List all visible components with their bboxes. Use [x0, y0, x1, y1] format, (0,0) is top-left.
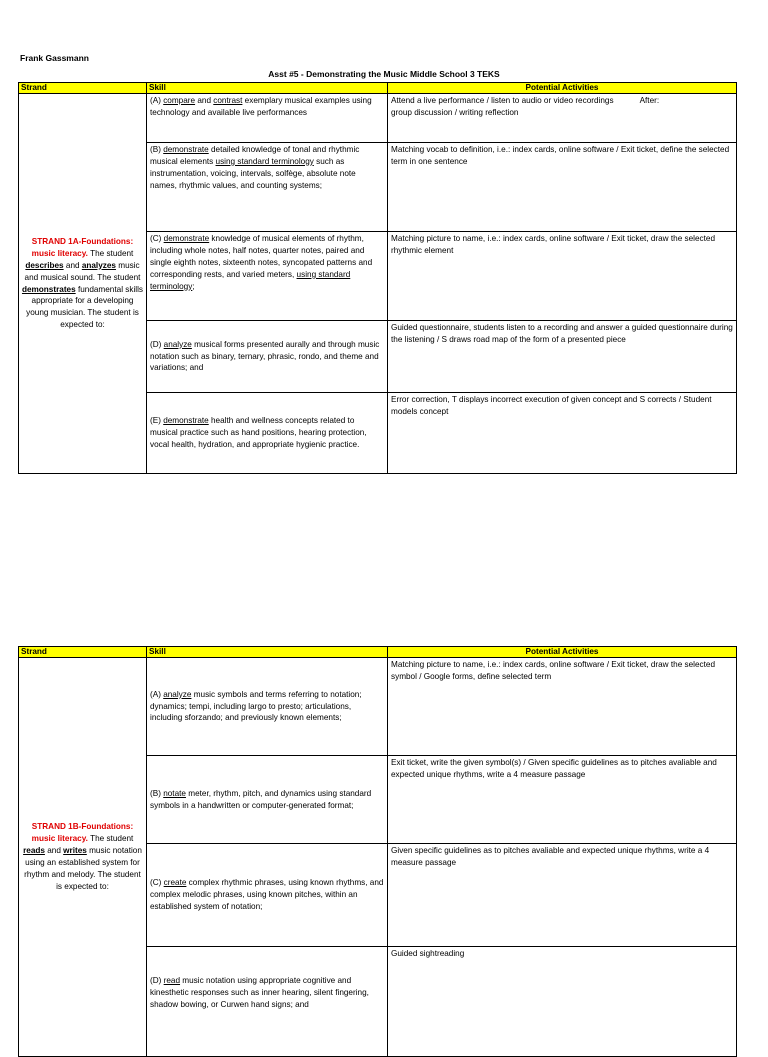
header-skill: Skill — [147, 647, 388, 658]
header-potential-activities: Potential Activities — [388, 647, 737, 658]
activity-cell: Exit ticket, write the given symbol(s) / Given specific guidelines as to pitches avaliable and expected unique rhythms, write a 4 measure passage — [388, 756, 737, 844]
author-name: Frank Gassmann — [20, 53, 89, 63]
strand-cell — [19, 94, 147, 474]
skill-text: detailed knowledge of tonal and rhythmic musical elements — [150, 145, 360, 166]
strand-name: STRAND 1B-Foundations: — [31, 822, 134, 832]
skill-text: meter, rhythm, pitch, and dynamics using standard symbols in a handwritten or computer-generated format; — [150, 788, 372, 810]
skill-cell — [147, 143, 388, 232]
strand-name-cont: music literacy. — [31, 248, 88, 258]
skill-verb: create — [163, 878, 187, 888]
skill-verb: using standard terminology — [215, 156, 314, 166]
strand-keyword: writes — [63, 846, 87, 856]
skill-verb: contrast — [213, 96, 243, 105]
activity-cell: Error correction, T displays incorrect execution of given concept and S corrects / Student models concept — [388, 393, 737, 474]
header-strand: Strand — [19, 83, 147, 94]
strand-text: and — [63, 260, 82, 270]
header-potential-activities: Potential Activities — [388, 83, 737, 94]
skill-verb: compare — [163, 96, 196, 105]
activity-cell: Given specific guidelines as to pitches avaliable and expected unique rhythms, write a 4 measure passage — [388, 844, 737, 947]
skill-cell — [147, 658, 388, 756]
skill-prefix: (D) — [150, 339, 164, 349]
header-skill: Skill — [147, 83, 388, 94]
skill-text: health and wellness concepts related to musical practice such as hand positions, hearing protection, vocal health, hydration, and appropriate hygienic practice. — [150, 416, 367, 449]
teks-table-strand-1b — [18, 646, 737, 1057]
skill-cell — [147, 232, 388, 321]
skill-text: knowledge of musical elements of rhythm, including whole notes, half notes, quarter notes, paired and single eighth notes, sixteenth notes, syncopated patterns and corresponding rests, and varied meters, — [150, 234, 373, 279]
activity-cell — [388, 94, 737, 143]
skill-cell — [147, 393, 388, 474]
strand-keyword: analyzes — [81, 260, 116, 270]
skill-cell — [147, 756, 388, 844]
strand-text: The student — [87, 834, 134, 844]
strand-text: fundamental skills appropriate for a developing young musician. The student is expected to: — [26, 284, 144, 330]
skill-verb: demonstrate — [163, 416, 209, 426]
skill-text: ; — [192, 281, 195, 291]
skill-verb: demonstrate — [163, 234, 210, 243]
strand-cell — [19, 658, 147, 1057]
strand-text: music and musical sound. The student — [24, 260, 141, 282]
strand-text: The student — [87, 248, 134, 258]
table-row — [19, 658, 737, 756]
skill-text: music notation using appropriate cognitive and kinesthetic responses such as inner hearing, silent fingering, shadow bowing, or Curwen hand signs; and — [150, 976, 369, 1009]
skill-text: and — [195, 96, 214, 105]
strand-name-cont: music literacy. — [31, 834, 88, 844]
skill-prefix: (C) — [150, 878, 164, 888]
skill-verb: notate — [163, 788, 186, 798]
skill-cell — [147, 94, 388, 143]
activity-text: Attend a live performance / listen to audio or video recordings — [391, 96, 614, 105]
activity-cell: Matching vocab to definition, i.e.: index cards, online software / Exit ticket, define the selected term in one sentence — [388, 143, 737, 232]
activity-cell: Guided questionnaire, students listen to a recording and answer a guided questionnaire during the listening / S draws road map of the form of a presented piece — [388, 321, 737, 393]
strand-text: music notation using an established system for rhythm and melody. The student is expected to: — [24, 846, 142, 891]
skill-prefix: (D) — [150, 976, 164, 985]
activity-cell: Matching picture to name, i.e.: index cards, online software / Exit ticket, draw the selected symbol / Google forms, define selected term — [388, 658, 737, 756]
activity-after-label: After: — [639, 96, 660, 105]
strand-text: and — [44, 846, 64, 856]
strand-keyword: describes — [25, 260, 64, 270]
skill-prefix: (E) — [150, 416, 164, 426]
skill-cell — [147, 321, 388, 393]
skill-prefix: (B) — [150, 145, 164, 154]
activity-text-cont: group discussion / writing reflection — [391, 107, 519, 117]
document-title: Asst #5 - Demonstrating the Music Middle School 3 TEKS — [268, 69, 500, 79]
skill-text: musical forms presented aurally and through music notation such as binary, ternary, phrasic, rondo, and theme and variations; and — [150, 339, 380, 373]
skill-verb: using standard terminology — [150, 269, 351, 291]
skill-text: complex rhythmic phrases, using known rhythms, and complex melodic phrases, using known pitches, within an established system of notation; — [150, 878, 384, 911]
header-strand: Strand — [19, 647, 147, 658]
skill-prefix: (B) — [150, 788, 164, 798]
skill-verb: read — [163, 976, 181, 985]
skill-verb: analyze — [163, 339, 192, 349]
skill-prefix: (A) — [150, 689, 164, 699]
strand-keyword: reads — [23, 846, 45, 856]
table-row — [19, 94, 737, 143]
skill-text: such as instrumentation, voicing, intervals, solfège, absolute note names, rhythmic values, and counting systems; — [150, 156, 356, 190]
activity-cell: Guided sightreading — [388, 947, 737, 1057]
teks-table-strand-1a — [18, 82, 737, 474]
skill-prefix: (C) — [150, 234, 164, 243]
strand-name: STRAND 1A-Foundations: — [31, 236, 134, 246]
skill-verb: analyze — [163, 689, 192, 699]
skill-prefix: (A) — [150, 96, 164, 105]
skill-text: music symbols and terms referring to notation; dynamics; tempi, including largo to presto; articulations, including sforzando; and previously known elements; — [150, 689, 362, 723]
skill-verb: demonstrate — [163, 145, 209, 154]
skill-cell — [147, 844, 388, 947]
strand-keyword: demonstrates — [21, 284, 76, 294]
table-header-row — [19, 647, 737, 658]
skill-text: exemplary musical examples using technology and available live performances — [150, 96, 372, 117]
skill-cell — [147, 947, 388, 1057]
table-header-row — [19, 83, 737, 94]
activity-cell: Matching picture to name, i.e.: index cards, online software / Exit ticket, draw the selected rhythmic element — [388, 232, 737, 321]
